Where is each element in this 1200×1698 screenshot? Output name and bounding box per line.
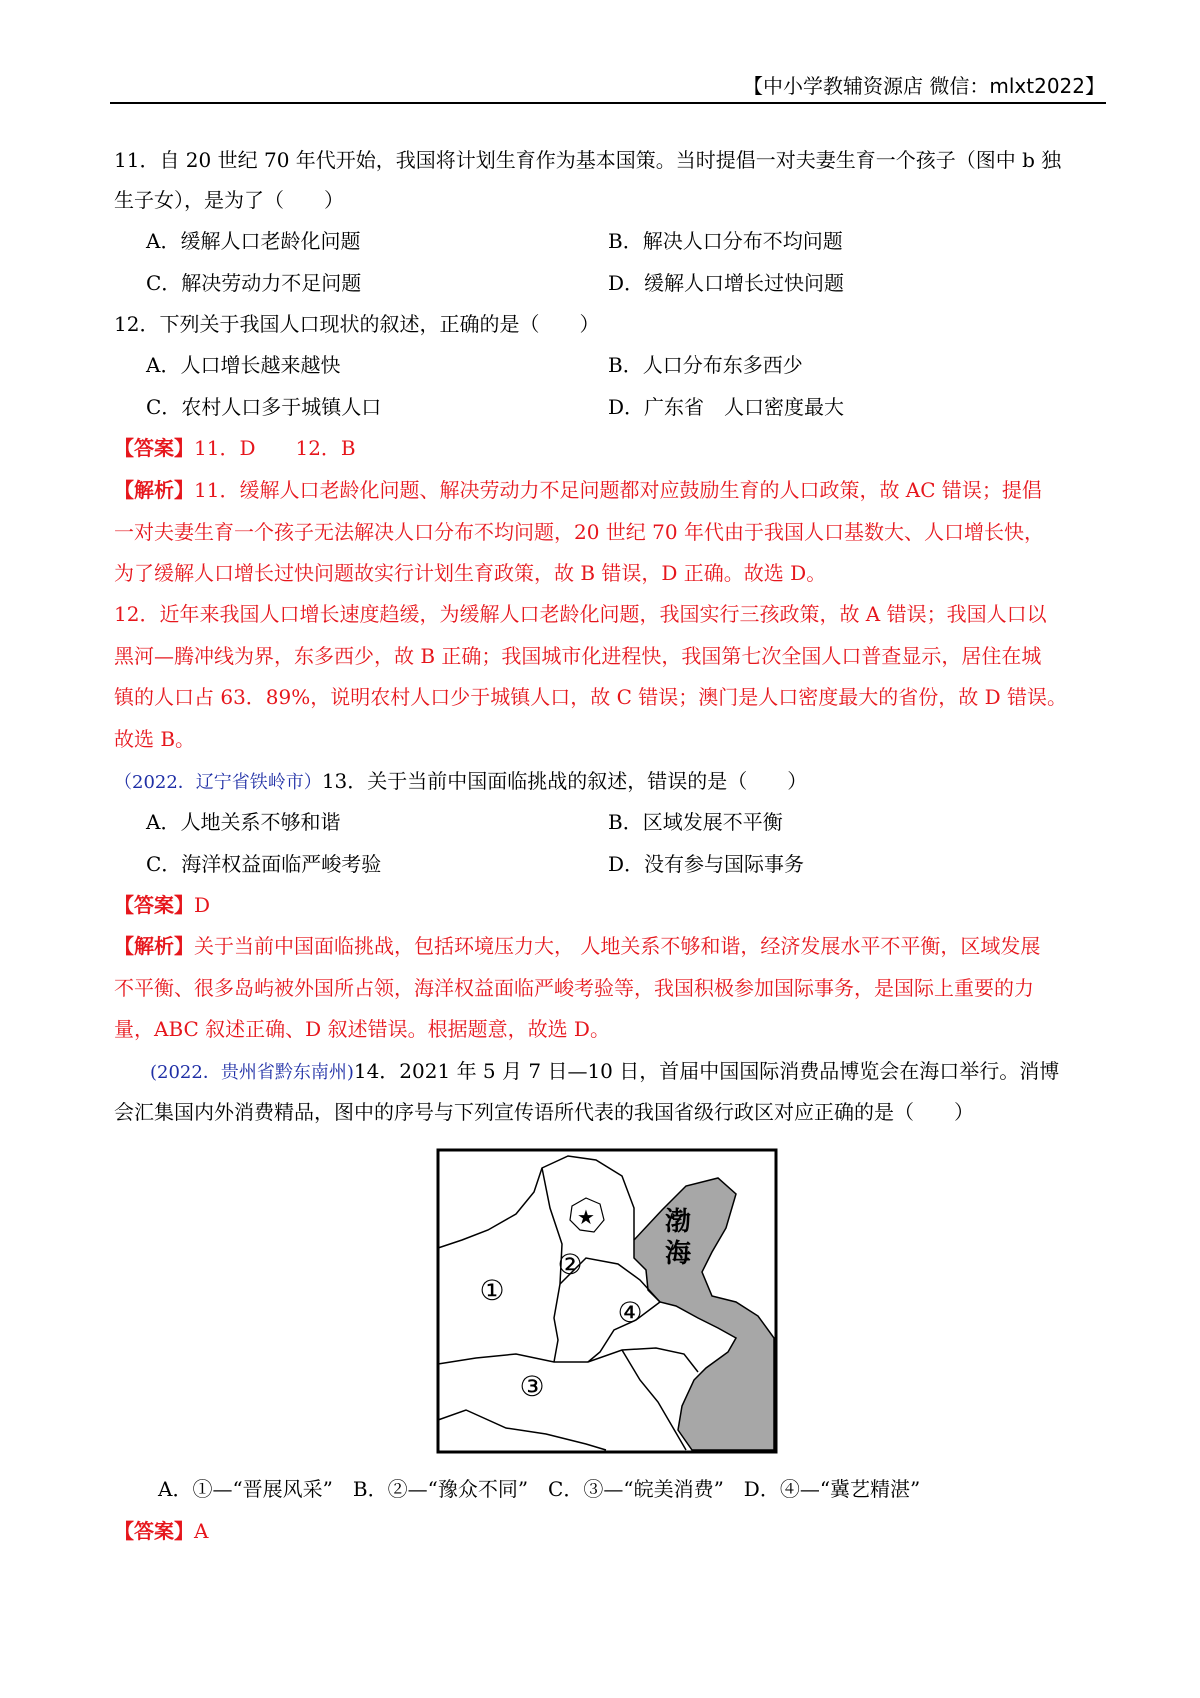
q14-stem-text: 14．2021 年 5 月 7 日—10 日，首届中国国际消费品博览会在海口举行。消博 — [353, 1059, 1060, 1083]
q13-option-c: C．海洋权益面临严峻考验 — [146, 852, 382, 876]
q13-stem — [114, 769, 807, 795]
explanation-12-line4: 故选 B。 — [114, 727, 196, 751]
header-rule — [110, 102, 1106, 104]
answer-label: 【答案】 — [114, 893, 194, 917]
q13-source: （2022．辽宁省铁岭市） — [114, 772, 322, 793]
q11-option-b: B．解决人口分布不均问题 — [608, 229, 843, 253]
q13-option-d: D．没有参与国际事务 — [608, 852, 805, 876]
answer-label: 【答案】 — [114, 1519, 194, 1543]
region-1-label: ① — [479, 1274, 505, 1307]
explanation-text: 关于当前中国面临挑战，包括环境压力大， 人地关系不够和谐，经济发展水平不平衡，区域发展 — [194, 934, 1041, 958]
region-3-label: ③ — [519, 1370, 545, 1403]
explanation-12-line2: 黑河—腾冲线为界，东多西少，故 B 正确；我国城市化进程快，我国第七次全国人口普查显示，居住在城 — [114, 644, 1042, 668]
q12-stem: 12．下列关于我国人口现状的叙述，正确的是（ ） — [114, 312, 600, 336]
explanation-12-line1: 12．近年来我国人口增长速度趋缓，为缓解人口老龄化问题，我国实行三孩政策，故 A 错误；我国人口以 — [114, 602, 1047, 626]
q11-option-a: A．缓解人口老龄化问题 — [146, 229, 361, 253]
explanation-11-line2: 一对夫妻生育一个孩子无法解决人口分布不均问题，20 世纪 70 年代由于我国人口基数大、人口增长快， — [114, 520, 1044, 544]
q12-option-a: A．人口增长越来越快 — [146, 353, 341, 377]
q13-stem-text: 13．关于当前中国面临挑战的叙述，错误的是（ ） — [321, 769, 808, 793]
q13-option-b: B．区域发展不平衡 — [608, 810, 783, 834]
explanation-12-line3: 镇的人口占 63．89%，说明农村人口少于城镇人口，故 C 错误；澳门是人口密度最大的省份，故 D 错误。 — [114, 685, 1068, 709]
q11-stem-line1: 11．自 20 世纪 70 年代开始，我国将计划生育作为基本国策。当时提倡一对夫妻生育一个孩子（图中 b 独 — [114, 148, 1062, 172]
q11-stem-line2: 生子女），是为了（ ） — [114, 188, 344, 212]
q11-option-d: D．缓解人口增长过快问题 — [608, 271, 845, 295]
q12-option-b: B．人口分布东多西少 — [608, 353, 803, 377]
q14-stem-line1 — [150, 1059, 1059, 1085]
page-header: 【中小学教辅资源店 微信：mlxt2022】 — [743, 74, 1105, 98]
answer-14 — [114, 1519, 208, 1543]
explanation-13-line2: 不平衡、很多岛屿被外国所占领，海洋权益面临严峻考验等，我国积极参加国际事务，是国际上重要的力 — [114, 976, 1034, 1000]
capital-star-icon: ★ — [577, 1205, 595, 1229]
answer-text: D — [194, 893, 211, 917]
explanation-13-line3: 量，ABC 叙述正确、D 叙述错误。根据题意，故选 D。 — [114, 1017, 610, 1041]
answer-13 — [114, 893, 210, 917]
q14-stem-line2: 会汇集国内外消费精品，图中的序号与下列宣传语所代表的我国省级行政区对应正确的是（ ） — [114, 1100, 974, 1124]
explanation-label: 【解析】 — [114, 478, 194, 502]
answer-text: A — [194, 1519, 209, 1543]
q14-options: A．①—“晋展风采” B．②—“豫众不同” C．③—“皖美消费” D．④—“冀艺精湛” — [158, 1477, 921, 1501]
answer-text: 11．D 12．B — [194, 436, 356, 460]
explanation-13-line1 — [114, 934, 1040, 958]
north-china-map — [436, 1148, 778, 1454]
region-2-label: ② — [557, 1248, 583, 1281]
q13-option-a: A．人地关系不够和谐 — [146, 810, 341, 834]
sea-label-1: 渤 — [664, 1207, 692, 1237]
answer-11-12 — [114, 436, 356, 460]
q14-source: (2022．贵州省黔东南州) — [150, 1062, 354, 1083]
answer-label: 【答案】 — [114, 436, 194, 460]
explanation-11-line3: 为了缓解人口增长过快问题故实行计划生育政策，故 B 错误，D 正确。故选 D。 — [114, 561, 827, 585]
q12-option-c: C．农村人口多于城镇人口 — [146, 395, 382, 419]
q12-option-d: D．广东省 人口密度最大 — [608, 395, 845, 419]
sea-label-2: 海 — [664, 1239, 692, 1269]
explanation-text: 11．缓解人口老龄化问题、解决劳动力不足问题都对应鼓励生育的人口政策，故 AC 错误；提倡 — [194, 478, 1042, 502]
explanation-label: 【解析】 — [114, 934, 194, 958]
explanation-11-line1 — [114, 478, 1042, 502]
q11-option-c: C．解决劳动力不足问题 — [146, 271, 362, 295]
region-4-label: ④ — [617, 1296, 643, 1329]
